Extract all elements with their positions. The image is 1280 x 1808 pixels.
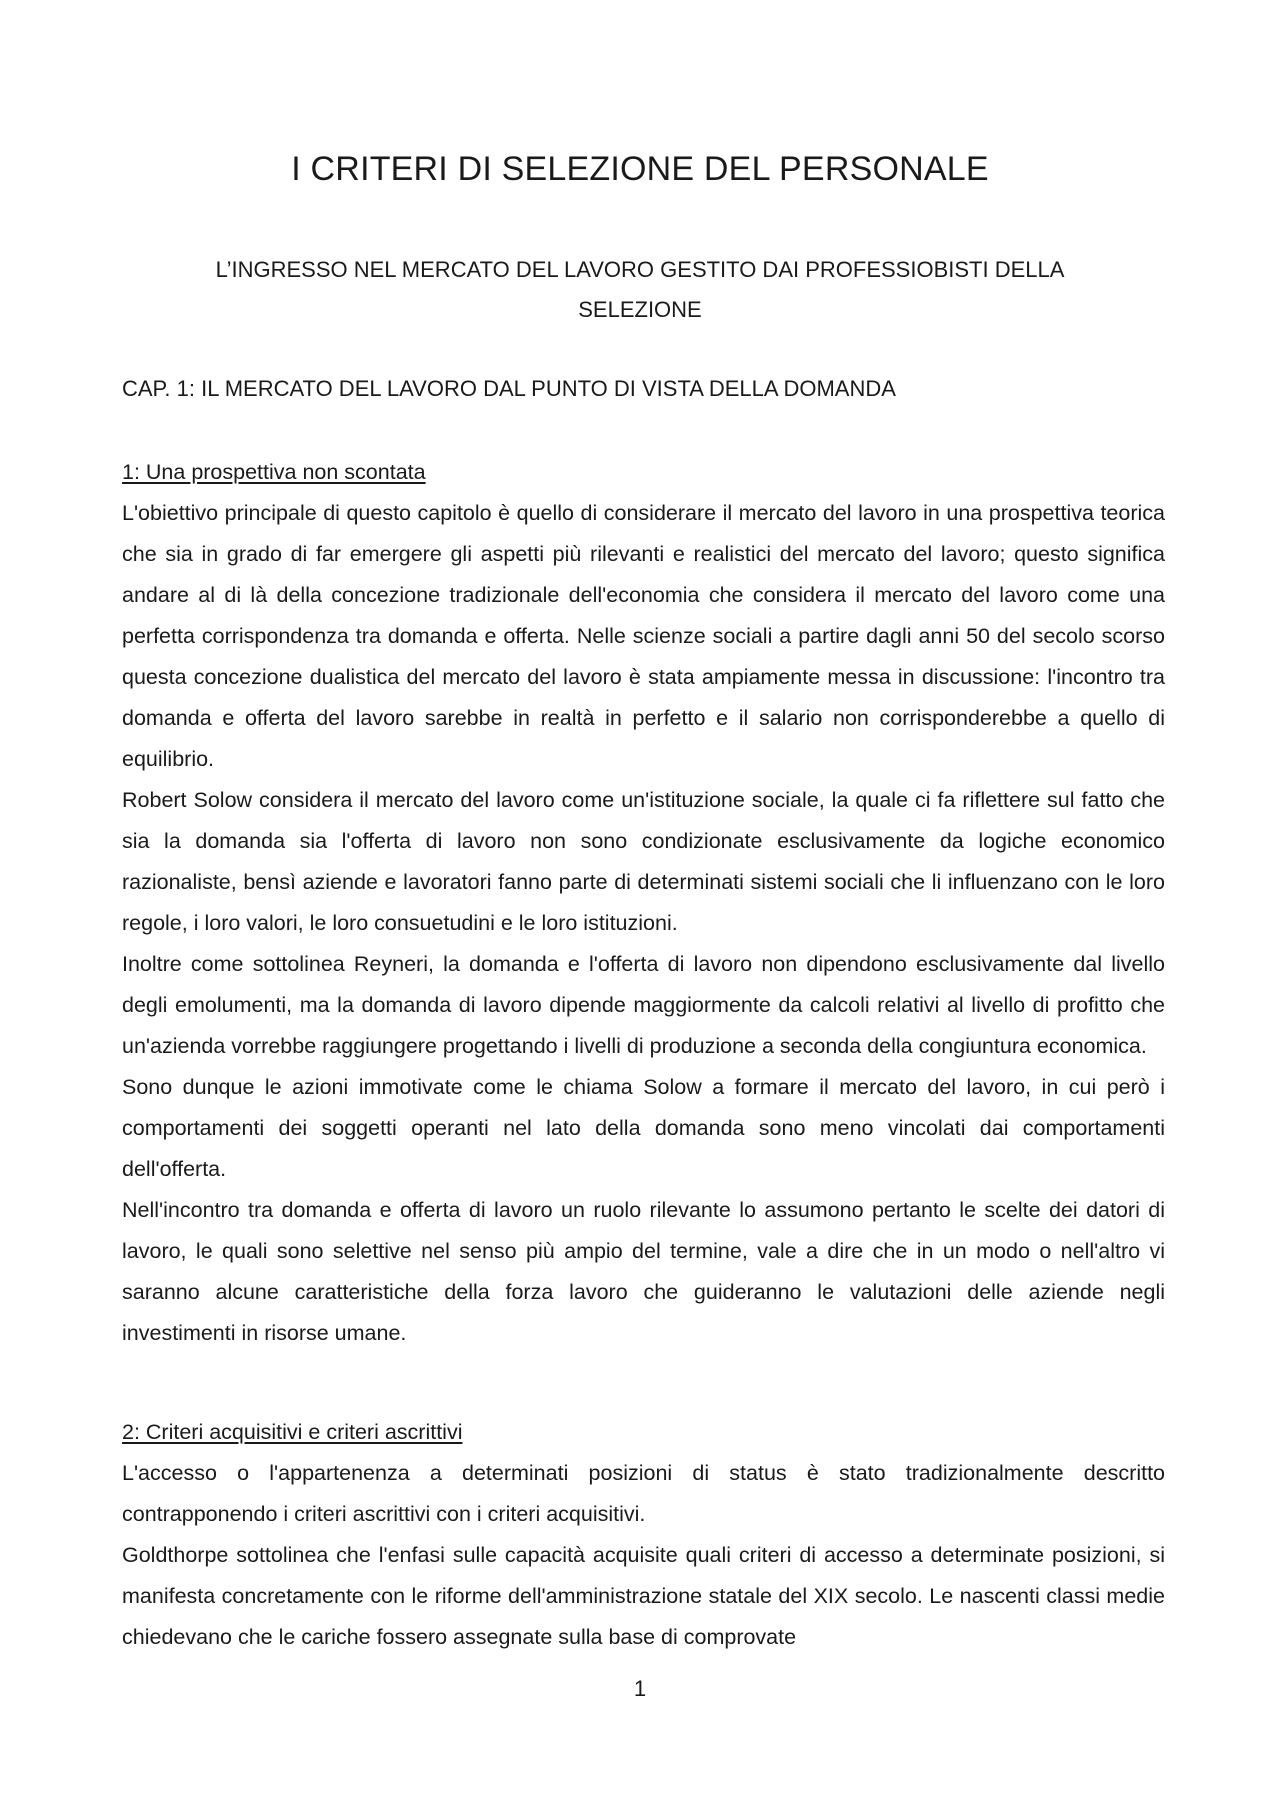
document-subtitle: L’INGRESSO NEL MERCATO DEL LAVORO GESTITO DAI PROFESSIOBISTI DELLA SELEZIONE	[215, 257, 1065, 322]
section-1	[122, 452, 1165, 1354]
paragraph: Robert Solow considera il mercato del lavoro come un'istituzione sociale, la quale ci fa riflettere sul fatto che sia la domanda sia l'offerta di lavoro non sono condizionate esclusivamente da logiche economico razionaliste, bensì aziende e lavoratori fanno parte di determinati sistemi sociali che li influenzano con le loro regole, i loro valori, le loro consuetudini e le loro istituzioni.	[122, 788, 1165, 935]
paragraph: Sono dunque le azioni immotivate come le chiama Solow a formare il mercato del lavoro, in cui però i comportamenti dei soggetti operanti nel lato della domanda sono meno vincolati dai comportamenti dell'offerta.	[122, 1075, 1165, 1181]
paragraph: Nell'incontro tra domanda e offerta di lavoro un ruolo rilevante lo assumono pertanto le scelte dei datori di lavoro, le quali sono selettive nel senso più ampio del termine, vale a dire che in un modo o nell'altro vi saranno alcune caratteristiche della forza lavoro che guideranno le valutazioni delle aziende negli investimenti in risorse umane.	[122, 1198, 1165, 1345]
page-number: 1	[633, 1676, 647, 1701]
chapter-heading: CAP. 1: IL MERCATO DEL LAVORO DAL PUNTO DI VISTA DELLA DOMANDA	[122, 376, 896, 401]
section-heading: 1: Una prospettiva non scontata	[122, 460, 426, 484]
paragraph: L'obiettivo principale di questo capitolo è quello di considerare il mercato del lavoro in una prospettiva teorica che sia in grado di far emergere gli aspetti più rilevanti e realistici del mercato del lavoro; questo significa andare al di là della concezione tradizionale dell'economia che considera il mercato del lavoro come una perfetta corrispondenza tra domanda e offerta. Nelle scienze sociali a partire dagli anni 50 del secolo scorso questa concezione dualistica del mercato del lavoro è stata ampiamente messa in discussione: l'incontro tra domanda e offerta del lavoro sarebbe in realtà in perfetto e il salario non corrisponderebbe a quello di equilibrio.	[122, 501, 1165, 771]
paragraph: Inoltre come sottolinea Reyneri, la domanda e l'offerta di lavoro non dipendono esclusivamente dal livello degli emolumenti, ma la domanda di lavoro dipende maggiormente da calcoli relativi al livello di profitto che un'azienda vorrebbe raggiungere progettando i livelli di produzione a seconda della congiuntura economica.	[122, 952, 1165, 1058]
section-2	[122, 1412, 1165, 1658]
section-heading: 2: Criteri acquisitivi e criteri ascrittivi	[122, 1420, 463, 1444]
document-title: I CRITERI DI SELEZIONE DEL PERSONALE	[291, 150, 989, 188]
paragraph: Goldthorpe sottolinea che l'enfasi sulle capacità acquisite quali criteri di accesso a determinate posizioni, si manifesta concretamente con le riforme dell'amministrazione statale del XIX secolo. Le nascenti classi medie chiedevano che le cariche fossero assegnate sulla base di comprovate	[122, 1543, 1165, 1649]
paragraph: L'accesso o l'appartenenza a determinati posizioni di status è stato tradizionalmente descritto contrapponendo i criteri ascrittivi con i criteri acquisitivi.	[122, 1461, 1165, 1526]
